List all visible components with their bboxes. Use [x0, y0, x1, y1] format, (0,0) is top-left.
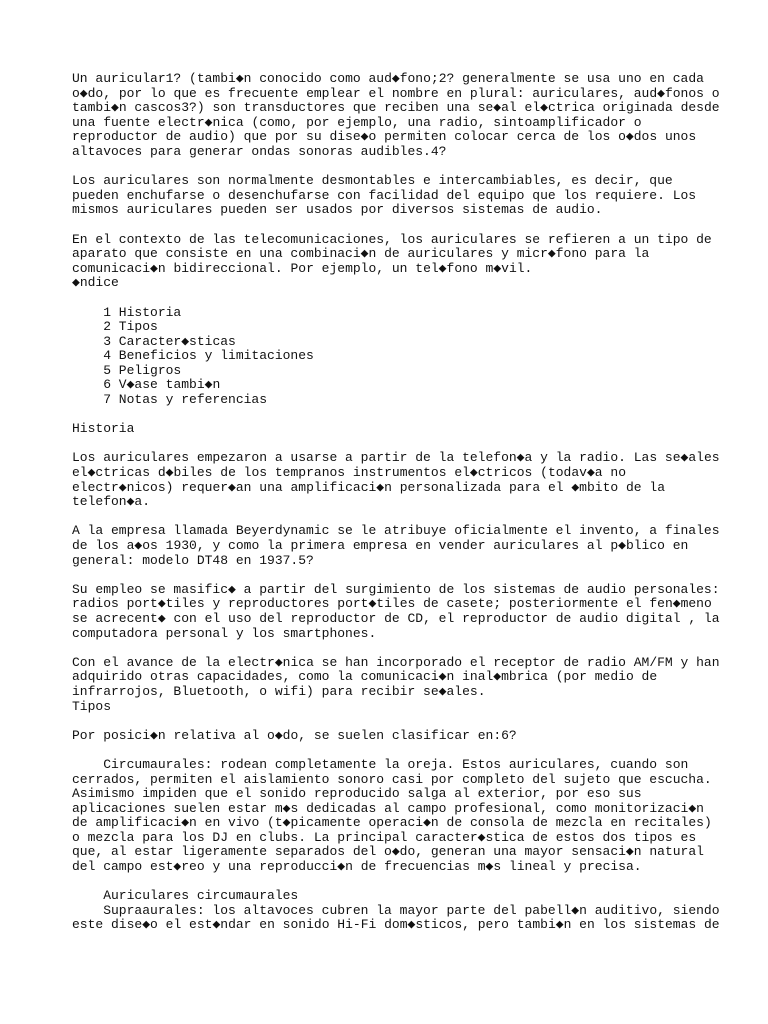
text-line: de amplificaci◆n en vivo (t◆picamente operaci◆n de consola de mezcla en recitales) — [72, 815, 712, 831]
text-line: tambi◆n cascos3?) son transductores que reciben una se◆al el◆ctrica originada desde — [72, 100, 720, 116]
text-line: o mezcla para los DJ en clubs. La principal caracter◆stica de estos dos tipos es — [72, 829, 697, 845]
paragraph-supraaurales — [72, 889, 762, 933]
text-line: adquirido otras capacidades, como la comunicaci◆n inal◆mbrica (por medio de — [72, 669, 658, 685]
text-line: mismos auriculares pueden ser usados por diversos sistemas de audio. — [72, 202, 603, 218]
section-heading-historia: Historia — [72, 421, 135, 437]
text-line: electr◆nicos) requer◆an una amplificaci◆n personalizada para el ◆mbito de la — [72, 479, 665, 495]
text-line: Con el avance de la electr◆nica se han incorporado el receptor de radio AM/FM y han — [72, 654, 720, 670]
toc-item: 3 Caracter◆sticas — [72, 333, 236, 349]
text-line: este dise◆o el est◆ndar en sonido Hi-Fi dom◆sticos, pero tambi◆n en los sistemas de — [72, 917, 720, 933]
document-page — [72, 72, 762, 933]
toc-item: 6 V◆ase tambi◆n — [72, 377, 221, 393]
text-line: reproductor de audio) que por su dise◆o permiten colocar cerca de los o◆dos unos — [72, 129, 697, 145]
toc-item: 1 Historia — [72, 304, 182, 320]
paragraph-desmontables — [72, 174, 762, 218]
text-line: una fuente electr◆nica (como, por ejemplo, una radio, sintoamplificador o — [72, 114, 642, 130]
text-line: de los a◆os 1930, y como la primera empresa en vender auriculares al p◆blico en — [72, 538, 689, 553]
paragraph-beyerdynamic — [72, 524, 762, 568]
paragraph-telefonia — [72, 451, 762, 509]
toc-item: 5 Peligros — [72, 362, 182, 378]
text-line: infrarrojos, Bluetooth, o wifi) para recibir se◆ales. — [72, 683, 486, 699]
text-line: radios port◆tiles y reproductores port◆tiles de casete; posteriormente el fen◆meno — [72, 596, 712, 612]
text-line: que, al estar ligeramente separados del o◆do, generan una mayor sensaci◆n natural — [72, 844, 704, 860]
toc-item: 7 Notas y referencias — [72, 392, 268, 408]
text-line: A la empresa llamada Beyerdynamic se le atribuye oficialmente el invento, a finales — [72, 523, 720, 539]
text-line: general: modelo DT48 en 1937.5? — [72, 552, 314, 568]
toc-item: 2 Tipos — [72, 319, 158, 335]
text-line: aplicaciones suelen estar m◆s dedicadas al campo profesional, como monitorizaci◆n — [72, 800, 704, 816]
intro-paragraph — [72, 72, 762, 160]
text-line: Auriculares circumaurales — [72, 888, 299, 904]
text-line: Supraaurales: los altavoces cubren la mayor parte del pabell◆n auditivo, siendo — [72, 902, 720, 918]
text-line: aparato que consiste en una combinaci◆n de auriculares y micr◆fono para la — [72, 246, 650, 262]
text-line: Circumaurales: rodean completamente la oreja. Estos auriculares, cuando son — [72, 756, 689, 772]
text-line: En el contexto de las telecomunicaciones, los auriculares se refieren a un tipo de — [72, 231, 712, 247]
text-line: se acrecent◆ con el uso del reproductor de CD, el reproductor de audio digital , la — [72, 610, 720, 626]
paragraph-circumaurales — [72, 758, 762, 875]
text-line: Asimismo impiden que el sonido reproducido salga al exterior, por eso sus — [72, 786, 642, 802]
text-line: pueden enchufarse o desenchufarse con facilidad del equipo que los requiere. Los — [72, 187, 697, 203]
text-line: altavoces para generar ondas sonoras audibles.4? — [72, 143, 447, 159]
paragraph-telecomunicaciones — [72, 233, 762, 291]
text-line: cerrados, permiten el aislamiento sonoro casi por completo del sujeto que escucha. — [72, 771, 712, 787]
text-line: o◆do, por lo que es frecuente emplear el nombre en plural: auriculares, aud◆fonos o — [72, 85, 720, 101]
section-heading-tipos: Tipos — [72, 698, 112, 714]
text-line: Los auriculares empezaron a usarse a partir de la telefon◆a y la radio. Las se◆ales — [72, 450, 720, 466]
paragraph-masificacion — [72, 583, 762, 641]
text-line: telefon◆a. — [72, 494, 151, 510]
index-heading: ◆ndice — [72, 275, 119, 291]
table-of-contents — [72, 306, 762, 408]
paragraph-clasificacion — [72, 729, 762, 744]
toc-item: 4 Beneficios y limitaciones — [72, 348, 314, 364]
text-line: del campo est◆reo y una reproducci◆n de frecuencias m◆s lineal y precisa. — [72, 859, 642, 875]
text-line: Por posici◆n relativa al o◆do, se suelen clasificar en:6? — [72, 727, 517, 743]
text-line: Un auricular1? (tambi◆n conocido como aud◆fono;2? generalmente se usa uno en cada — [72, 71, 704, 86]
text-line: comunicaci◆n bidireccional. Por ejemplo, un tel◆fono m◆vil. — [72, 260, 533, 276]
text-line: Su empleo se masific◆ a partir del surgimiento de los sistemas de audio personales: — [72, 581, 720, 597]
text-line: el◆ctricas d◆biles de los tempranos instrumentos el◆ctricos (todav◆a no — [72, 465, 626, 481]
paragraph-electronica — [72, 656, 762, 714]
text-line: computadora personal y los smartphones. — [72, 625, 377, 641]
text-line: Los auriculares son normalmente desmontables e intercambiables, es decir, que — [72, 173, 673, 189]
